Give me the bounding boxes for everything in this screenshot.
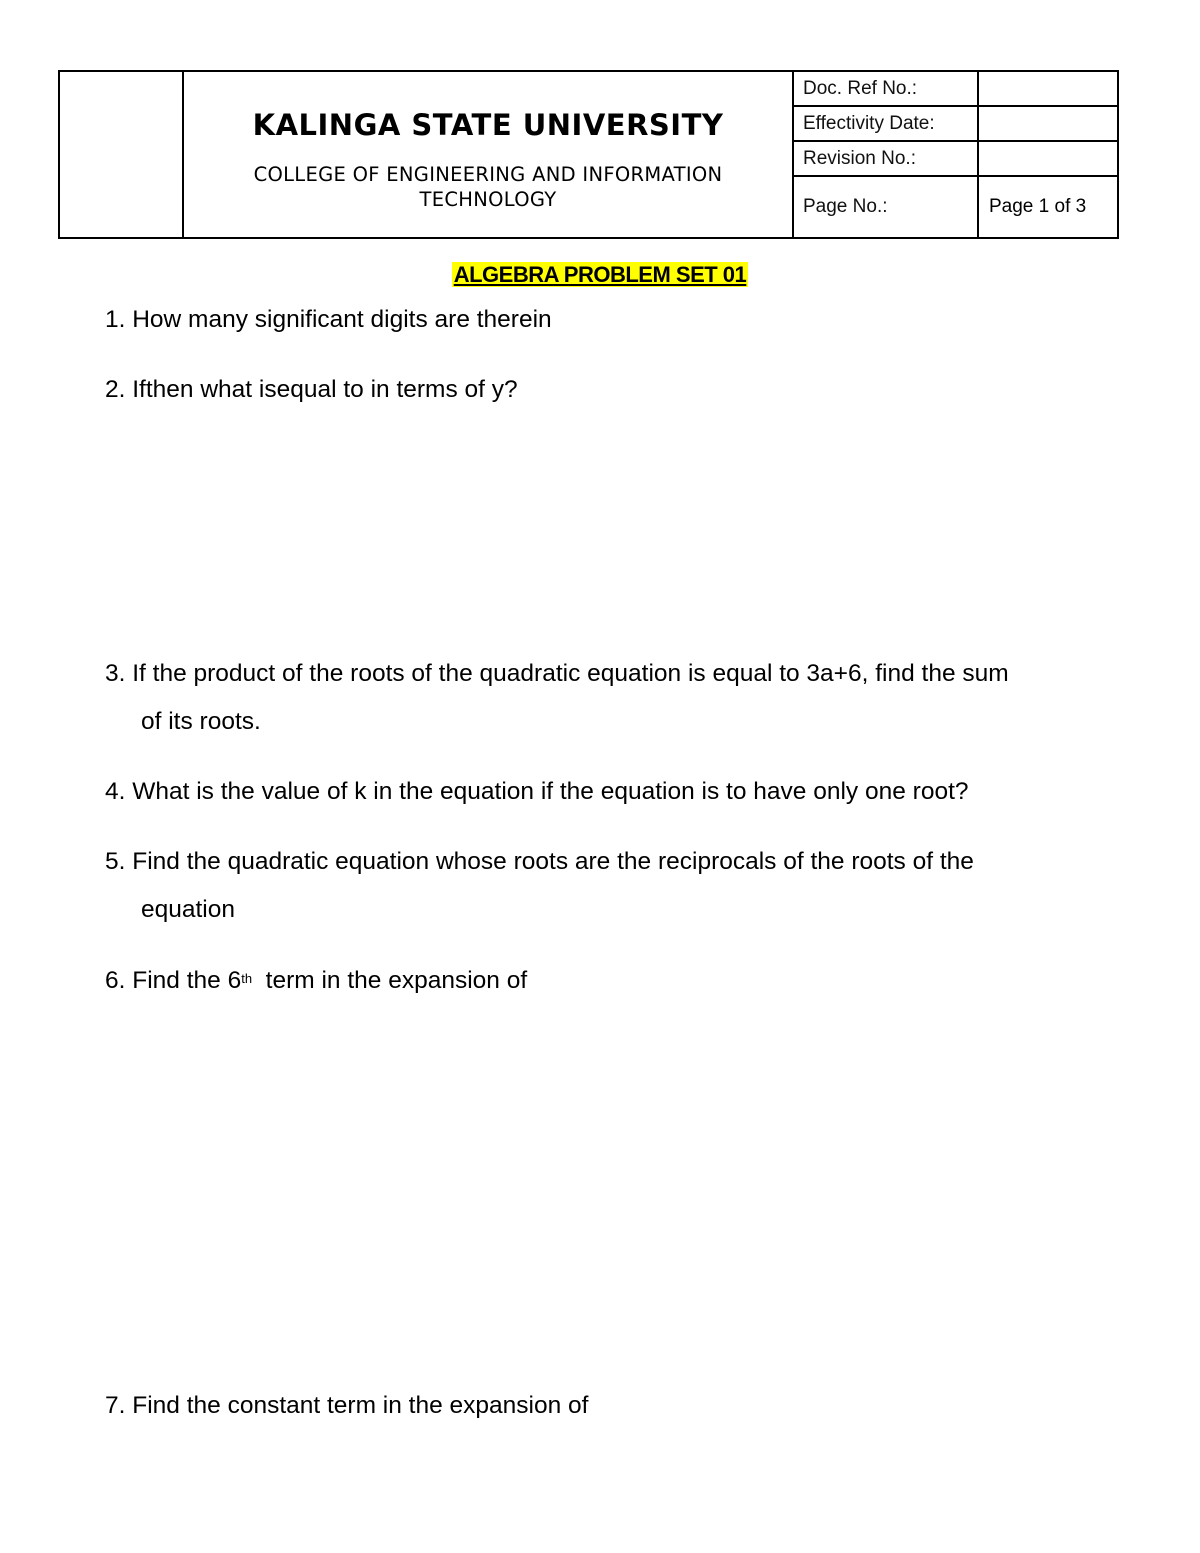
question-6-text-end: term in the expansion of xyxy=(252,967,528,994)
question-3-line-1: 3. If the product of the roots of the quadratic equation is equal to 3a+6, find the sum xyxy=(105,660,1009,687)
question-1-text: 1. How many significant digits are therein xyxy=(105,306,552,333)
page-number-value: Page 1 of 3 xyxy=(978,176,1118,238)
revision-value xyxy=(978,141,1118,176)
doc-ref-label: Doc. Ref No.: xyxy=(793,71,978,106)
revision-label: Revision No.: xyxy=(793,141,978,176)
institution-cell xyxy=(183,71,793,238)
problem-set-title-text: ALGEBRA PROBLEM SET 01 xyxy=(453,262,747,287)
effectivity-date-value xyxy=(978,106,1118,141)
question-2-text: 2. Ifthen what isequal to in terms of y? xyxy=(105,376,518,403)
question-2 xyxy=(105,366,1165,414)
question-5 xyxy=(105,838,1165,934)
question-7-text: 7. Find the constant term in the expansion of xyxy=(105,1392,589,1419)
university-name: KALINGA STATE UNIVERSITY xyxy=(252,107,724,142)
logo-cell xyxy=(59,71,183,238)
question-5-line-1: 5. Find the quadratic equation whose roots are the reciprocals of the roots of the xyxy=(105,848,974,875)
college-name: COLLEGE OF ENGINEERING AND INFORMATION TECHNOLOGY xyxy=(253,162,723,211)
question-6-text-start: 6. Find the 6 xyxy=(105,967,242,994)
question-4-text: 4. What is the value of k in the equation if the equation is to have only one root? xyxy=(105,778,969,805)
doc-ref-value xyxy=(978,71,1118,106)
question-1 xyxy=(105,296,1165,344)
question-3 xyxy=(105,650,1165,746)
question-3-line-2: of its roots. xyxy=(141,708,261,735)
document-header-table xyxy=(58,70,1119,239)
question-7 xyxy=(105,1382,1165,1430)
question-6-superscript: th xyxy=(241,971,253,986)
problem-set-title xyxy=(0,262,1200,288)
page-number-label: Page No.: xyxy=(793,176,978,238)
effectivity-date-label: Effectivity Date: xyxy=(793,106,978,141)
question-6 xyxy=(105,957,1165,1005)
question-4 xyxy=(105,768,1165,816)
question-5-line-2: equation xyxy=(141,896,236,923)
